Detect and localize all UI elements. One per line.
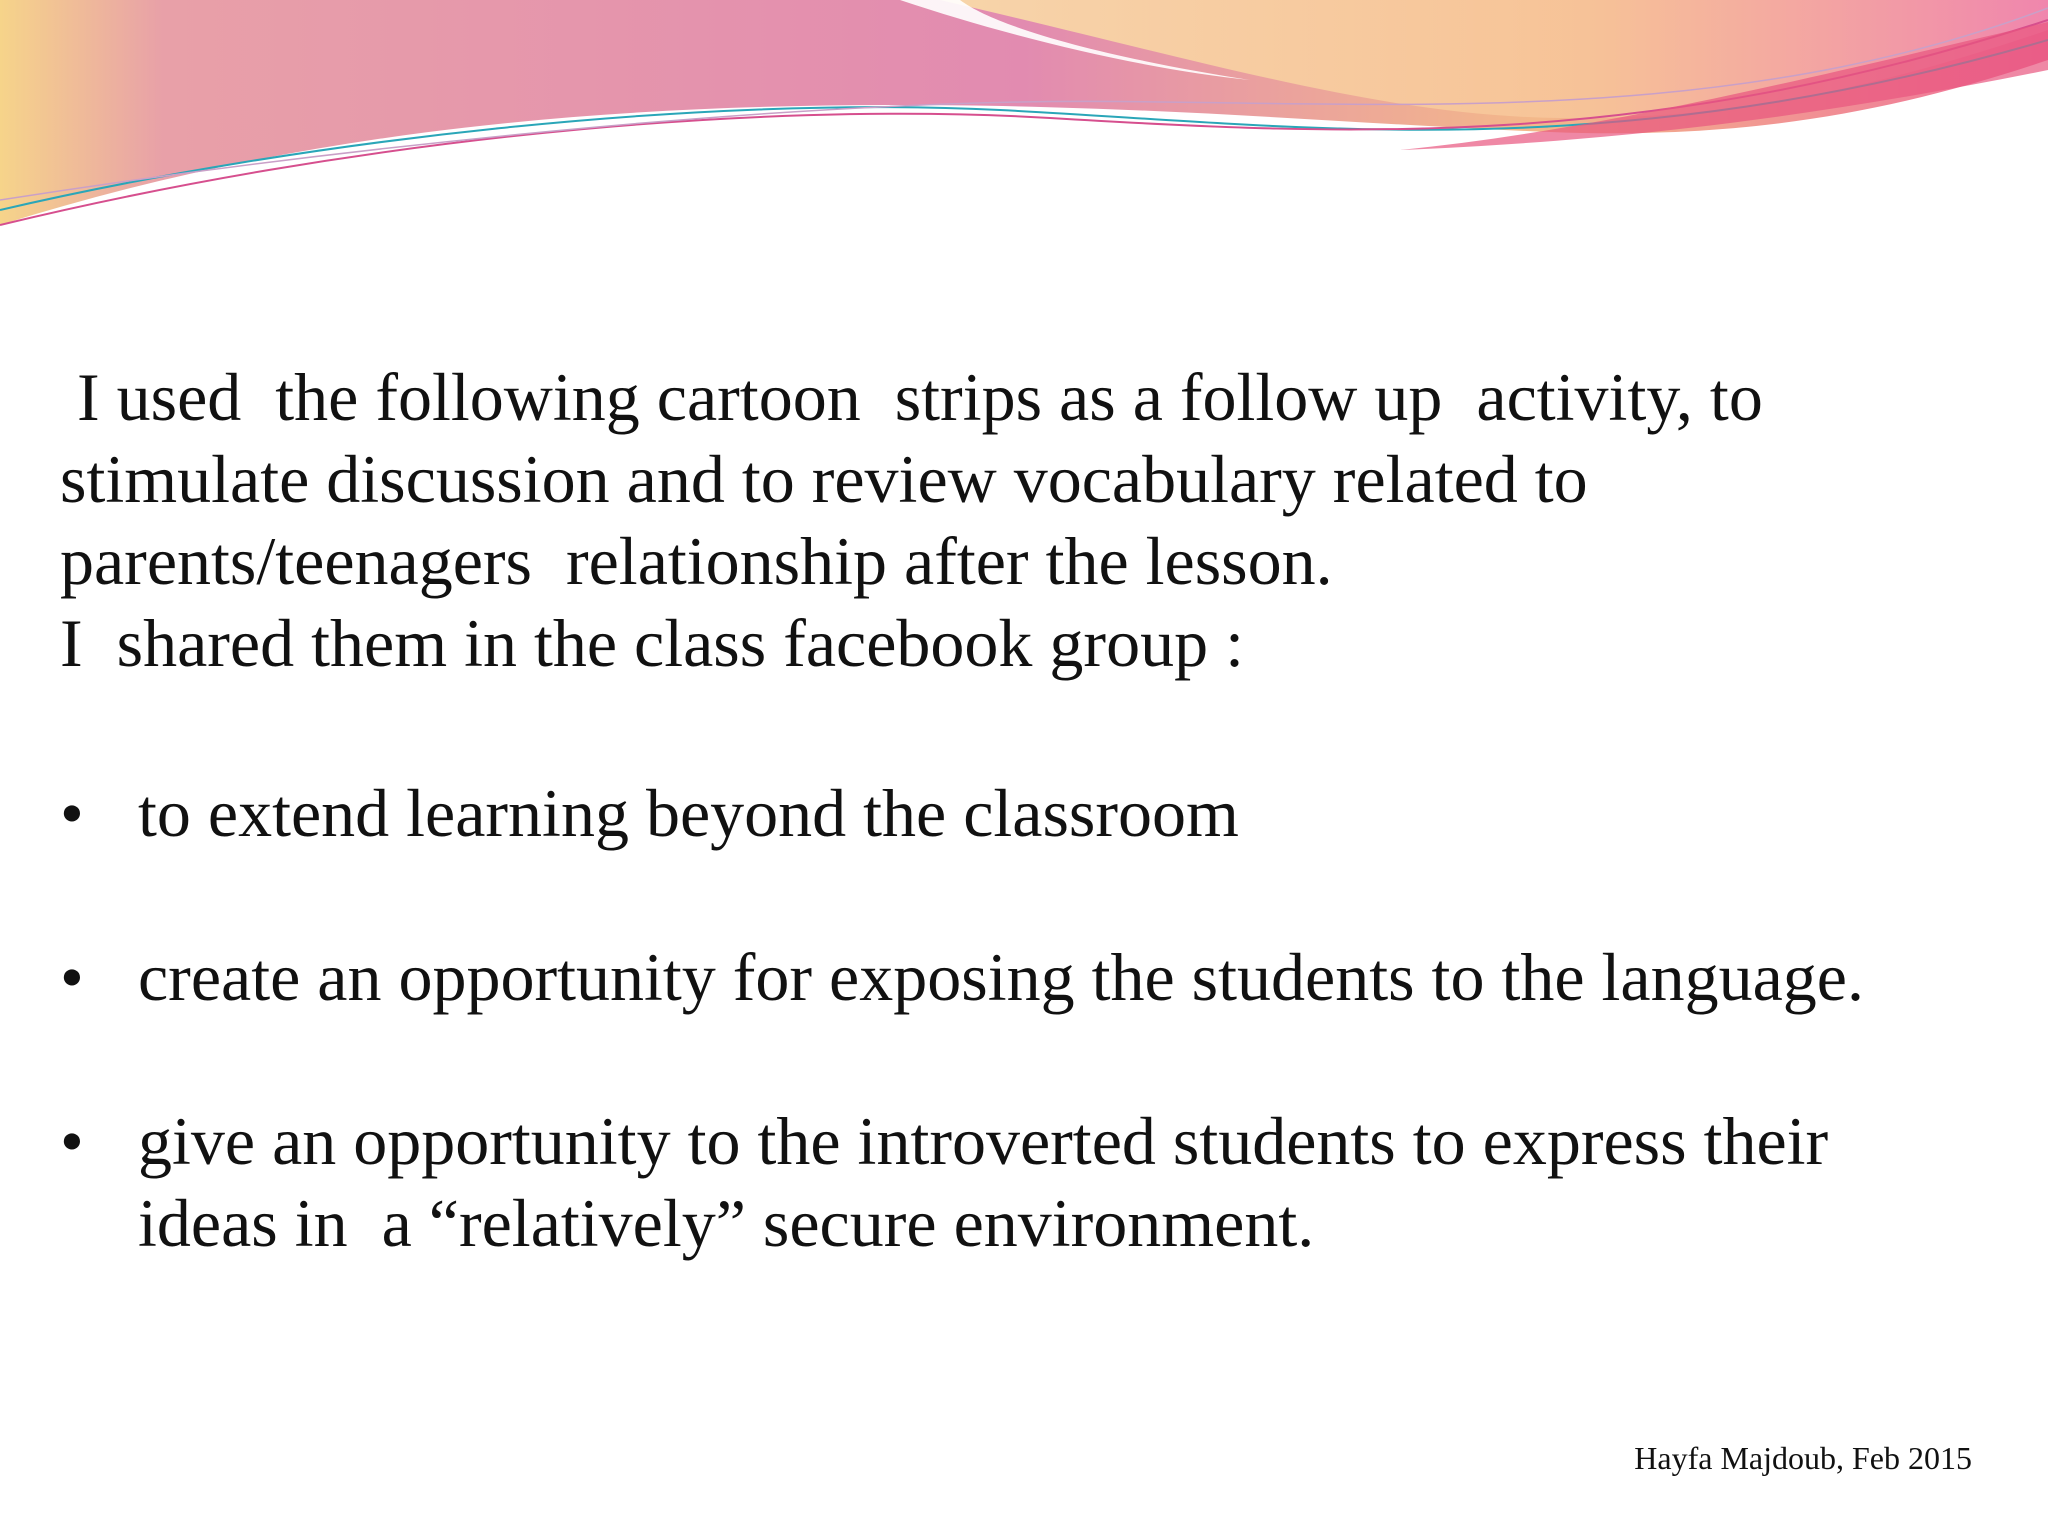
list-item (60, 1100, 2020, 1264)
intro-line: stimulate discussion and to review vocabulary related to (60, 441, 1588, 517)
header-wave-decoration (0, 0, 2048, 240)
bullet-icon: • (60, 1103, 84, 1179)
intro-line: I used the following cartoon strips as a follow up activity, to (60, 359, 1763, 435)
bullet-text: to extend learning beyond the classroom (138, 775, 1239, 851)
intro-paragraph (60, 356, 2020, 684)
footer-credit: Hayfa Majdoub, Feb 2015 (1634, 1440, 1972, 1476)
bullet-icon: • (60, 775, 84, 851)
bullet-icon: • (60, 939, 84, 1015)
intro-line: parents/teenagers relationship after the lesson. (60, 523, 1333, 599)
list-item (60, 772, 2020, 854)
list-item (60, 936, 2020, 1018)
intro-line: I shared them in the class facebook group : (60, 605, 1244, 681)
bullet-text: give an opportunity to the introverted students to express their (138, 1103, 1829, 1179)
bullet-text: ideas in a “relatively” secure environment. (138, 1185, 1315, 1261)
bullet-text: create an opportunity for exposing the students to the language. (138, 939, 1864, 1015)
bullet-list (60, 772, 2020, 1264)
